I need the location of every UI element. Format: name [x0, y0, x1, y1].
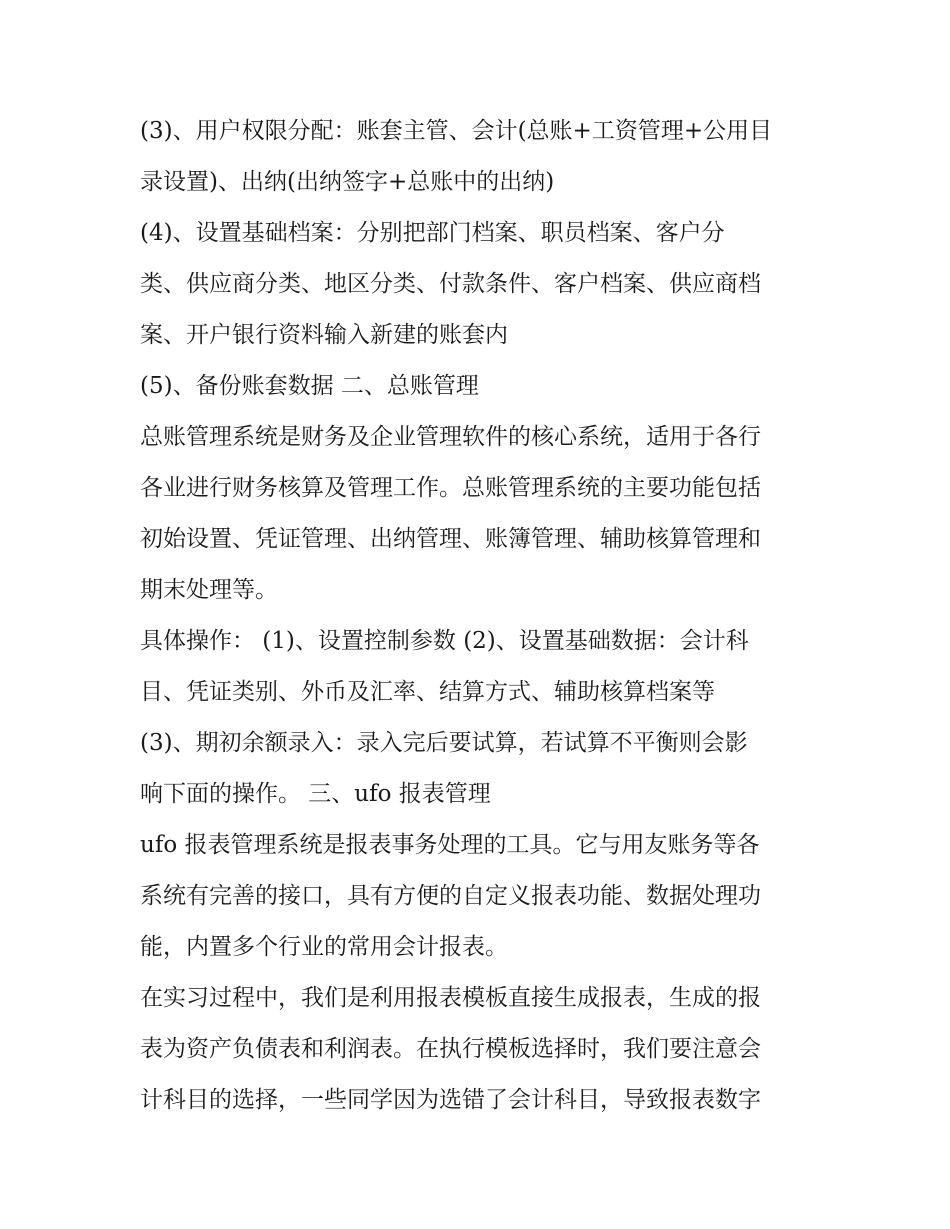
text-line: 能，内置多个行业的常用会计报表。: [140, 934, 508, 960]
text-line: 表为资产负债表和利润表。在执行模板选择时，我们要注意会: [140, 1036, 761, 1062]
text-line: 具体操作： (1)、设置控制参数 (2)、设置基础数据：会计科: [140, 628, 749, 654]
text-line: 各业进行财务核算及管理工作。总账管理系统的主要功能包括: [140, 475, 761, 501]
text-line: ufo 报表管理系统是报表事务处理的工具。它与用友账务等各: [140, 832, 760, 858]
text-line: 期末处理等。: [140, 577, 278, 603]
document-body: [140, 106, 820, 1126]
text-line: 在实习过程中，我们是利用报表模板直接生成报表，生成的报: [140, 985, 761, 1011]
text-line: (3)、期初余额录入：录入完后要试算，若试算不平衡则会影: [140, 730, 748, 756]
text-line: 计科目的选择，一些同学因为选错了会计科目，导致报表数字: [140, 1087, 761, 1113]
text-line: 目、凭证类别、外币及汇率、结算方式、辅助核算档案等: [140, 679, 715, 705]
text-line: (3)、用户权限分配：账套主管、会计(总账+工资管理+公用目: [140, 118, 773, 144]
text-line: 初始设置、凭证管理、出纳管理、账簿管理、辅助核算管理和: [140, 526, 761, 552]
text-line: 总账管理系统是财务及企业管理软件的核心系统，适用于各行: [140, 424, 761, 450]
text-line: 案、开户银行资料输入新建的账套内: [140, 322, 508, 348]
text-line: 录设置)、出纳(出纳签字+总账中的出纳): [140, 169, 555, 195]
text-line: 系统有完善的接口，具有方便的自定义报表功能、数据处理功: [140, 883, 761, 909]
text-line: 类、供应商分类、地区分类、付款条件、客户档案、供应商档: [140, 271, 761, 297]
text-line: 响下面的操作。 三、ufo 报表管理: [140, 781, 491, 807]
text-line: (5)、备份账套数据 二、总账管理: [140, 373, 479, 399]
text-line: (4)、设置基础档案：分别把部门档案、职员档案、客户分: [140, 220, 725, 246]
